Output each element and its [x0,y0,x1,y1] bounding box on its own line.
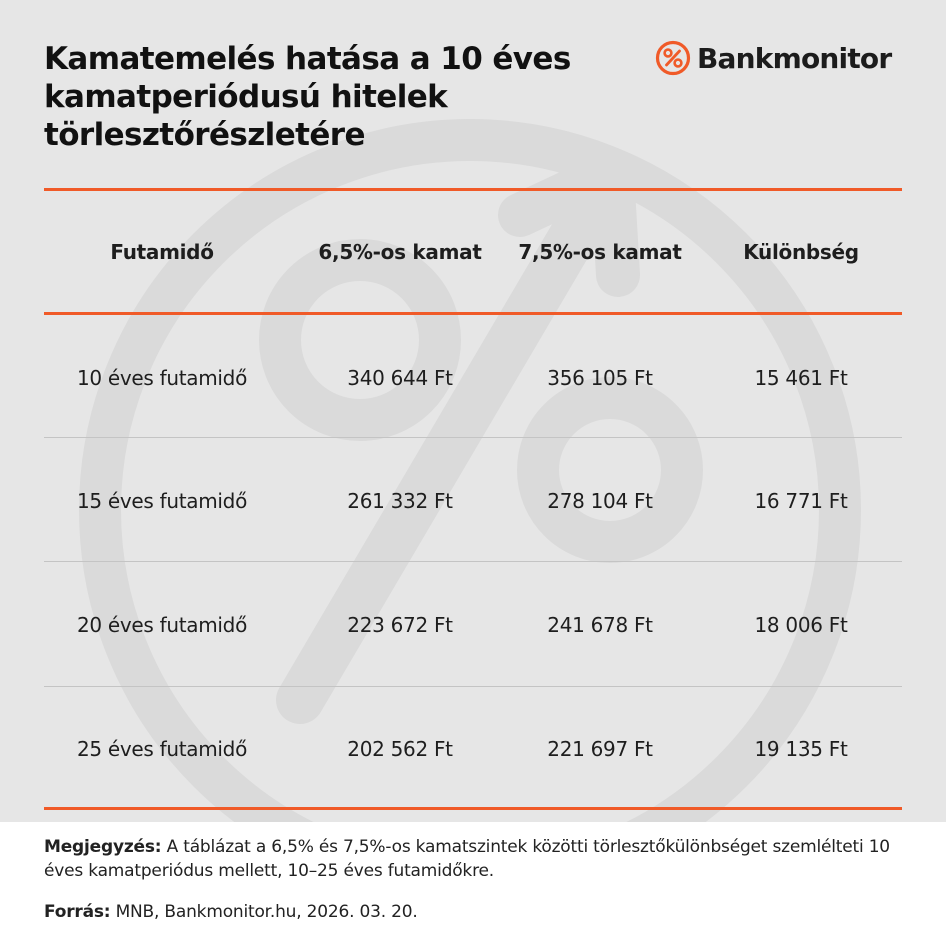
table-cell: 278 104 Ft [547,489,653,513]
table-cell: 15 éves futamidő [76,489,247,513]
footnote [44,835,904,883]
row-divider [44,686,902,687]
table-cell: 356 105 Ft [547,366,653,390]
header-divider [44,312,902,315]
row-divider [44,437,902,438]
table-cell: 340 644 Ft [347,366,453,390]
row-divider [44,561,902,562]
table-cell: 16 771 Ft [754,489,848,513]
page-title [44,40,644,154]
column-header: Különbség [743,240,859,264]
source-label: Forrás: [44,902,111,922]
table-cell: 261 332 Ft [347,489,453,513]
title-line: törlesztőrészletére [44,117,365,153]
footnote-text: A táblázat a 6,5% és 7,5%-os kamatszintek közötti törlesztőkülönbséget szemlélteti 10 éves kamatperiódus mellett, 10–25 éves futamidőkre. [44,837,890,881]
source-line [44,900,418,924]
table-cell: 25 éves futamidő [76,737,247,761]
table-cell: 221 697 Ft [547,737,653,761]
brand-logo [655,38,891,78]
column-header: Futamidő [110,240,214,264]
footnote-label: Megjegyzés: [44,837,162,857]
table-cell: 18 006 Ft [754,613,848,637]
table-cell: 202 562 Ft [347,737,453,761]
column-header: 7,5%-os kamat [518,240,682,264]
table-cell: 19 135 Ft [754,737,848,761]
table-cell: 223 672 Ft [347,613,453,637]
title-line: kamatperiódusú hitelek [44,79,448,115]
brand-name: Bankmonitor [697,41,892,75]
column-header: 6,5%-os kamat [318,240,482,264]
percent-circle-icon [655,40,691,76]
table-cell: 10 éves futamidő [76,366,247,390]
source-text: MNB, Bankmonitor.hu, 2026. 03. 20. [115,902,418,922]
table-bottom-rule [44,807,902,810]
table-cell: 241 678 Ft [547,613,653,637]
table-top-rule [44,188,902,191]
table-cell: 15 461 Ft [754,366,848,390]
title-line: Kamatemelés hatása a 10 éves [44,41,571,77]
table-cell: 20 éves futamidő [76,613,247,637]
